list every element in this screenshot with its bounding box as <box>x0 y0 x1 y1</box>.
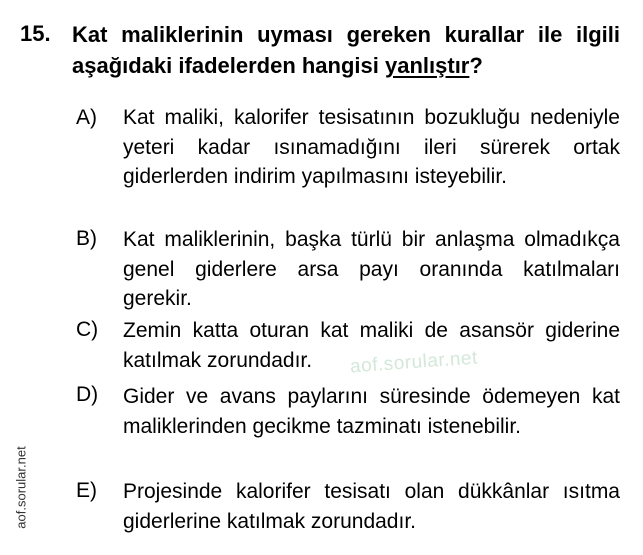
question-stem-end: ? <box>469 53 483 78</box>
watermark-side: aof.sorular.net <box>13 446 29 529</box>
watermark-center: aof.sorular.net <box>349 347 479 378</box>
question-stem-text: Kat maliklerinin uyması gereken kurallar ile ilgili aşağıdaki ifadelerden hangisi <box>72 22 620 78</box>
option-a-text: Kat maliki, kalorifer tesisatının bozukluğu nedeniyle yeteri kadar ısınamadığını ileri sürerek ortak giderlerden indirim yapılmasını isteyebilir. <box>123 106 620 188</box>
option-e-text: Projesinde kalorifer tesisatı olan dükkânlar ısıtma giderlerine katılmak zorundadır. <box>123 480 620 533</box>
option-c-text: Zemin katta oturan kat maliki de asansör giderine katılmak zorundadır. <box>123 319 620 372</box>
option-b-letter: B) <box>76 227 97 250</box>
question-stem <box>72 19 620 81</box>
option-d-text: Gider ve avans paylarını süresinde ödemeyen kat maliklerinden gecikme tazminatı istenebilir. <box>123 385 620 438</box>
option-c-letter: C) <box>76 318 99 341</box>
option-b-text: Kat maliklerinin, başka türlü bir anlaşma olmadıkça genel giderlere arsa payı oranında katılmaları gerekir. <box>123 228 620 310</box>
option-a-letter: A) <box>76 106 97 129</box>
option-d-letter: D) <box>76 383 99 406</box>
question-number: 15. <box>20 21 51 46</box>
option-e-letter: E) <box>76 479 97 502</box>
question-stem-emphasis: yanlıştır <box>385 53 470 78</box>
